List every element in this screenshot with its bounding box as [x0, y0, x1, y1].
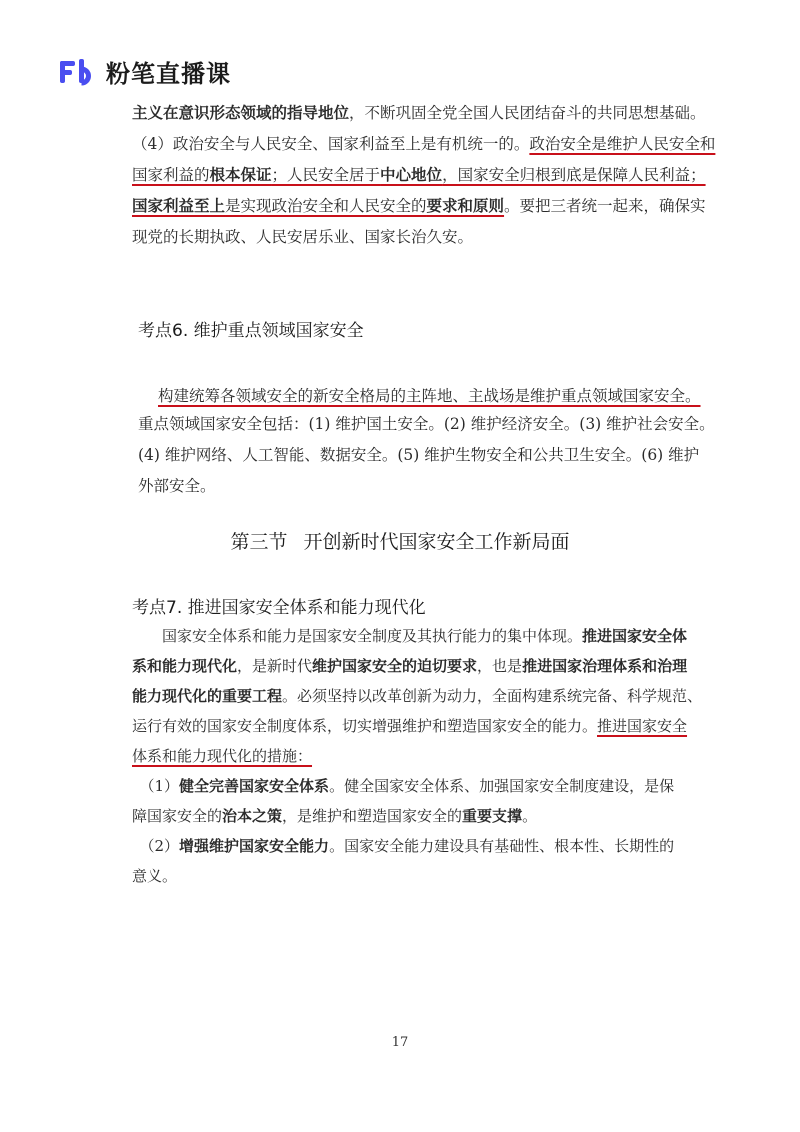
text-line: 国家利益的根本保证；人民安全居于中心地位，国家安全归根到底是保障人民利益；	[132, 166, 706, 184]
brand-header	[58, 54, 231, 89]
text-line: 主义在意识形态领域的指导地位，不断巩固全党全国人民团结奋斗的共同思想基础。	[132, 104, 706, 122]
paragraph-political-security	[132, 98, 715, 253]
text-line: 系和能力现代化，是新时代维护国家安全的迫切要求，也是推进国家治理体系和治理	[132, 657, 688, 675]
section-number: 第三节	[230, 531, 288, 553]
text-line: （1）健全完善国家安全体系。健全国家安全体系、加强国家安全制度建设，是保	[132, 777, 675, 795]
text-line: 运行有效的国家安全制度体系，切实增强维护和塑造国家安全的能力。推进国家安全	[132, 717, 688, 735]
paragraph-modernization	[132, 621, 702, 891]
lead-line: 构建统筹各领域安全的新安全格局的主阵地、主战场是维护重点领域国家安全。	[158, 387, 701, 405]
text-line: 现党的长期执政、人民安居乐业、国家长治久安。	[132, 228, 474, 246]
paragraph-key-areas	[138, 381, 715, 502]
point-7-heading: 考点7. 推进国家安全体系和能力现代化	[132, 598, 426, 618]
page-number: 17	[391, 1035, 409, 1050]
text-line: （2）增强维护国家安全能力。国家安全能力建设具有基础性、根本性、长期性的	[132, 837, 675, 855]
text-line: 障国家安全的治本之策，是维护和塑造国家安全的重要支撑。	[132, 807, 538, 825]
text-line: 外部安全。	[138, 477, 216, 495]
text-line: (4) 维护网络、人工智能、数据安全。(5) 维护生物安全和公共卫生安全。(6) 维护	[138, 446, 700, 464]
text-line: 国家安全体系和能力是国家安全制度及其执行能力的集中体现。推进国家安全体	[132, 627, 688, 645]
brand-name: 粉笔直播课	[106, 60, 231, 88]
text-line: （4）政治安全与人民安全、国家利益至上是有机统一的。政治安全是维护人民安全和	[132, 135, 716, 153]
text-line: 能力现代化的重要工程。必须坚持以改革创新为动力，全面构建系统完备、科学规范、	[132, 687, 703, 705]
point-6-heading: 考点6. 维护重点领域国家安全	[138, 321, 364, 341]
section-name: 开创新时代国家安全工作新局面	[303, 531, 570, 553]
text-line: 重点领域国家安全包括：(1) 维护国土安全。(2) 维护经济安全。(3) 维护社会安全。	[138, 415, 715, 433]
text-line: 国家利益至上是实现政治安全和人民安全的要求和原则。要把三者统一起来，确保实	[132, 197, 706, 215]
section-title	[0, 527, 800, 554]
text-line: 体系和能力现代化的措施：	[132, 747, 313, 765]
text-line: 意义。	[132, 867, 178, 885]
fenbi-logo-icon	[58, 57, 98, 87]
